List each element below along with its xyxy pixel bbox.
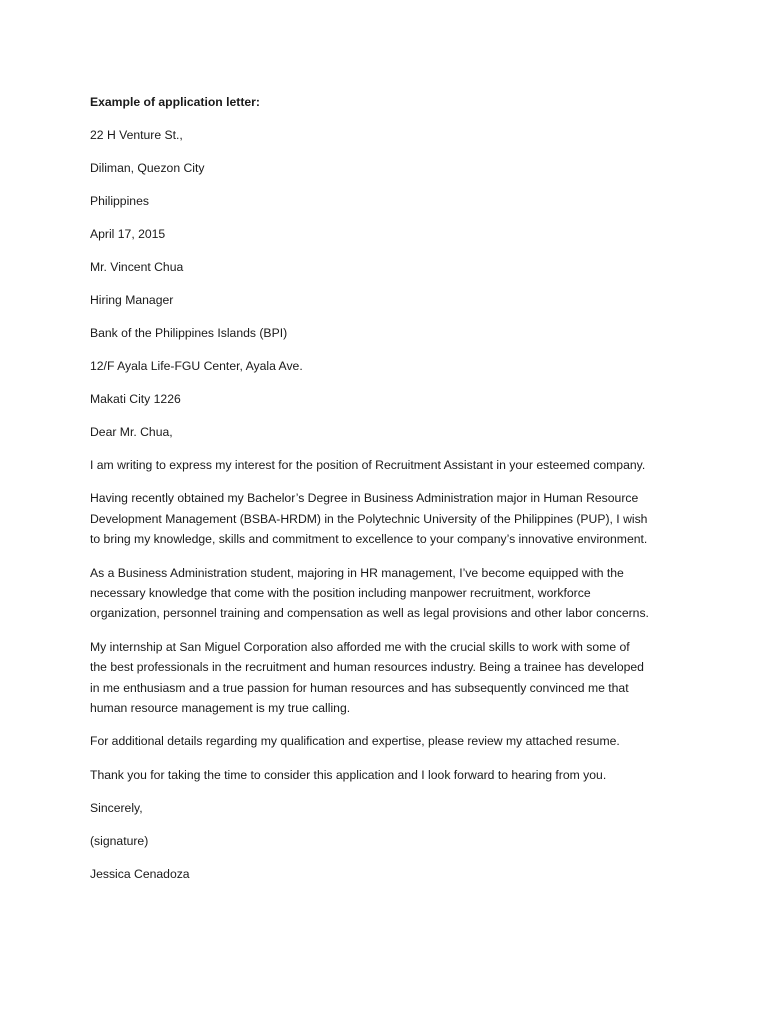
signer-name: Jessica Cenadoza (90, 867, 190, 882)
signature-placeholder: (signature) (90, 834, 149, 849)
paragraph-line: in me enthusiasm and a true passion for human resources and has subsequently convinced me that (90, 680, 629, 695)
recipient-address-line1: 12/F Ayala Life-FGU Center, Ayala Ave. (90, 359, 303, 373)
letter-date: April 17, 2015 (90, 227, 166, 241)
recipient-company: Bank of the Philippines Islands (BPI) (90, 326, 288, 340)
body-paragraph-5 (90, 731, 690, 751)
paragraph-line: organization, personnel training and compensation as well as legal provisions and other labor concerns. (90, 606, 649, 621)
letter-page (90, 92, 690, 897)
salutation: Dear Mr. Chua, (90, 425, 173, 439)
sender-city: Diliman, Quezon City (90, 161, 205, 175)
paragraph-line: Having recently obtained my Bachelor’s Degree in Business Administration major in Human Resource (90, 491, 639, 506)
recipient-name: Mr. Vincent Chua (90, 260, 184, 274)
paragraph-line: My internship at San Miguel Corporation also afforded me with the crucial skills to work with some of (90, 639, 630, 654)
body-paragraph-3 (90, 563, 690, 624)
paragraph-line: As a Business Administration student, majoring in HR management, I’ve become equipped with the (90, 565, 624, 580)
body-paragraph-1 (90, 455, 690, 475)
body-paragraph-6 (90, 765, 690, 785)
paragraph-line: Development Management (BSBA-HRDM) in the Polytechnic University of the Philippines (PUP), I wish (90, 511, 648, 526)
letter-heading: Example of application letter: (90, 95, 260, 109)
paragraph-line: I am writing to express my interest for the position of Recruitment Assistant in your esteemed company. (90, 458, 646, 472)
recipient-title: Hiring Manager (90, 293, 174, 307)
sender-country: Philippines (90, 194, 149, 208)
closing: Sincerely, (90, 801, 143, 816)
paragraph-line: necessary knowledge that come with the position including manpower recruitment, workforce (90, 586, 591, 601)
sender-street: 22 H Venture St., (90, 128, 183, 142)
paragraph-line: For additional details regarding my qualification and expertise, please review my attached resume. (90, 734, 620, 749)
paragraph-line: human resource management is my true calling. (90, 701, 351, 716)
paragraph-line: to bring my knowledge, skills and commitment to excellence to your company’s innovative environment. (90, 532, 648, 547)
body-paragraph-4 (90, 637, 690, 719)
body-paragraph-2 (90, 488, 690, 549)
paragraph-line: Thank you for taking the time to consider this application and I look forward to hearing from you. (90, 767, 607, 782)
paragraph-line: the best professionals in the recruitment and human resources industry. Being a trainee has developed (90, 660, 644, 675)
recipient-address-line2: Makati City 1226 (90, 392, 181, 406)
